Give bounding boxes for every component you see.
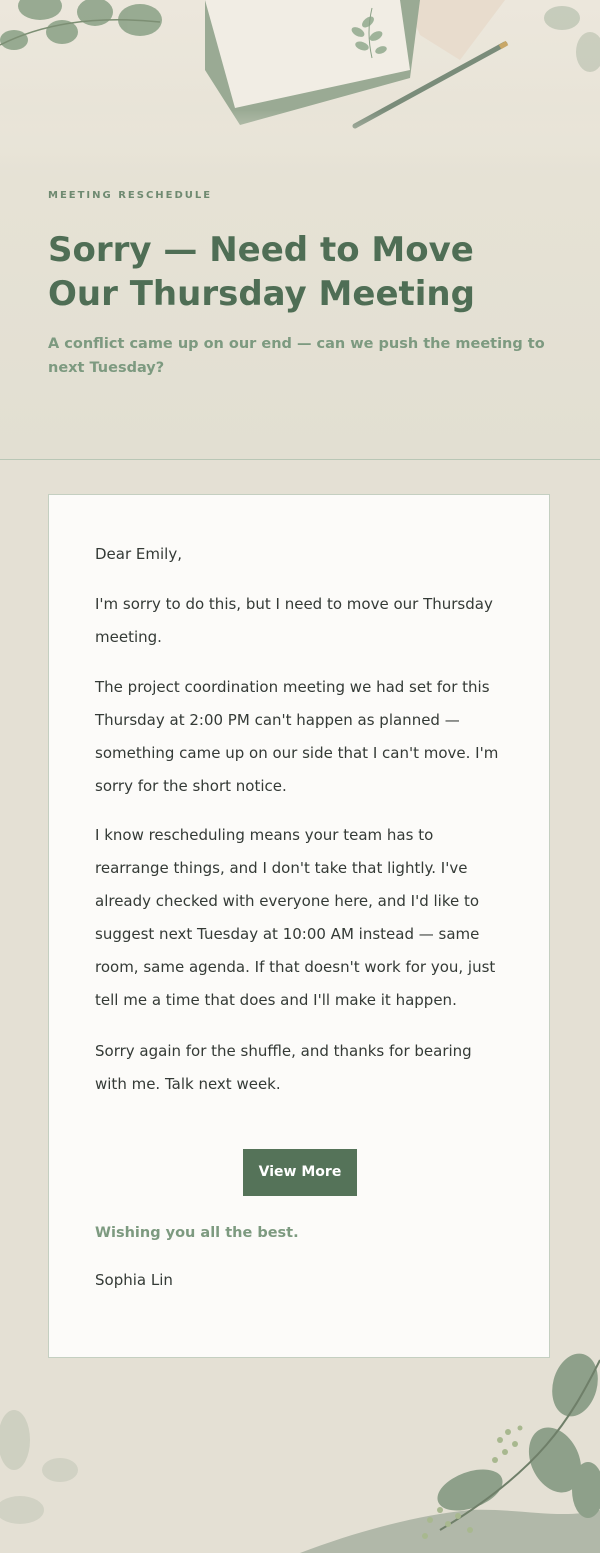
page-title: Sorry — Need to Move Our Thursday Meeting	[48, 230, 475, 314]
hero-header	[0, 0, 600, 460]
header-divider	[0, 459, 600, 460]
letter-paragraph: I know rescheduling means your team has to rearrange things, and I don't take that lightly. I've already checked with everyone here, and I'd like to suggest next Tuesday at 10:00 AM instead — same room, same agenda. If that doesn't work for you, just tell me a time that does and I'll make it happen.	[95, 826, 496, 1009]
letter-paragraph: I'm sorry to do this, but I need to move our Thursday meeting.	[95, 595, 493, 646]
letter-signature: Sophia Lin	[95, 1271, 173, 1289]
view-more-button[interactable]: View More	[243, 1149, 357, 1196]
letter-paragraph: Sorry again for the shuffle, and thanks for bearing with me. Talk next week.	[95, 1042, 472, 1093]
eucalyptus-decoration	[0, 1340, 600, 1553]
letter-closing: Wishing you all the best.	[95, 1225, 299, 1241]
eyebrow-label: MEETING RESCHEDULE	[48, 190, 213, 201]
page-subtitle: A conflict came up on our end — can we push the meeting to next Tuesday?	[48, 336, 545, 376]
stationery-photo	[0, 0, 600, 170]
letter-card	[48, 494, 550, 1358]
letter-paragraph: The project coordination meeting we had set for this Thursday at 2:00 PM can't happen as planned — something came up on our side that I can't move. I'm sorry for the short notice.	[95, 678, 499, 795]
letter-greeting: Dear Emily,	[95, 545, 182, 563]
